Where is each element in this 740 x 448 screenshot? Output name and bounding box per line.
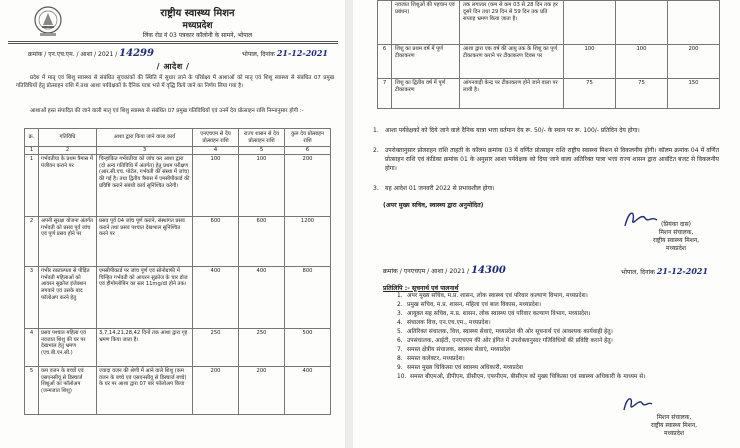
- table-index-row: 1 2 3 4 5 6: [25, 147, 331, 155]
- ref2-date-line: [621, 266, 708, 276]
- table-row: नवजात शिशुओं की पहचान एवं प्रबंधन) तक लगातार (कम से कम 03 से 28 दिन तक हर दूसरे दिन तथा 29 दिन से 59 दिन तक प्रति सप्ताह भ्रमण किया जाता है।: [378, 1, 720, 45]
- ref2-prefix: क्रमांक / एनएचएम / आशा / 2021 /: [383, 268, 470, 275]
- ref-place-date-label: भोपाल, दिनांक: [242, 51, 275, 58]
- cc-item: 7. समस्त क्षेत्रीय संचालक, स्वास्थ्य सेवाएं, मध्यप्रदेश: [397, 347, 511, 353]
- signatory-state: मध्यप्रदेश: [665, 245, 686, 252]
- note-item: 1. आशा पर्यवेक्षकों को दिये जाने वाले दैनिक यात्रा भत्ता वर्तमान देय रू. 50/- के स्थान पर रू. 100/- प्रतिदिन देय होगा।: [373, 127, 640, 134]
- col-header-state: राज्य शासन से देय प्रोत्साहन राशि: [239, 129, 285, 147]
- table-row: 1 गर्भवतीया के प्रथम त्रैमास में पंजीयन कराने पर चिन्हांकित गर्भवतीया को जांच कर आशा द्वारा (दो अन्य गतिविधि में अंतर्गत) हेतु प्रथम परीक्षण (आर.सी.एच. पोर्टल, गर्भवती की संस्था में जांच) की गई है। तथा द्वितीय त्रैमास में एमसीपीकार्ड की प्रविष्टि कराने संबंधी कार्य सुनिश्चित करेगी। 100 100 200: [25, 154, 331, 216]
- table-row: 3 गंभीर रक्ताल्पता से पीड़ित गर्भवती महिलाओं को आयरन सुक्रोज इंजेक्शन लगवाने एवं उसके बाद फॉलोअप करने हेतु एमसीपीकार्ड पर जांच पूर्ण एवं सोनोग्राफी में चिन्हित गर्भवती को आयरन सुक्रोज के चार डोज एवं हीमोग्लोबिन का स्तर 11mg/dl होने तक। 400 400 800: [25, 266, 331, 328]
- ref2-date: 21-12-2021: [656, 266, 709, 276]
- order-paragraph-2: आशाओं हस्त संपादित की जाने वाली मातृ एवं शिशु स्वास्थ्य से संबंधित 07 प्रमुख गतिविधियों एवं उनमें देय प्रोत्साहन राशि निम्नानुसार होगी :-: [30, 108, 304, 114]
- table-row: 2 अपनी सुरक्षा योजना अंतर्गत गर्भवती को प्रसव पूर्व जांच एवं पूर्ण प्रसव होने पर प्रसव पूर्व 04 जांच पूर्ण कराने, संस्थागत प्रसव कराने तथा प्रसव पश्चात देखभाल सुनिश्चित करने पर 600 600 1200: [25, 216, 331, 266]
- col-header-nhm: एनएचएम से देय प्रोत्साहन राशि: [193, 129, 239, 147]
- signatory-org: राष्ट्रीय स्वास्थ्य मिशन,: [652, 237, 700, 244]
- table-row: 5 कम वजन के बच्चों एवं एसएनसीयू से डिस्चार्ज शिशुओं का फॉलोअप (जन्मजात शिशु) ज्यादा वजन की श्रेणी में आने वाले शिशु (कम वजन के बच्चे एवं एसएनसीयू से डिस्चार्ज बच्चे) के घर पर आशा द्वारा 07 बार फॉलोअप किया 200 200 400: [25, 366, 331, 414]
- ref-date: 21-12-2021: [276, 48, 328, 58]
- order-title: / आदेश /: [156, 62, 190, 71]
- order-page-left: [0, 0, 346, 448]
- order-reference-line: [28, 48, 328, 59]
- cc-item: 4. संचालक वित्त, एन.एच.एम., मध्यप्रदेश।: [397, 320, 491, 326]
- col-header-activity: गतिविधि: [39, 129, 97, 147]
- table-header-row: [25, 129, 331, 147]
- ref2-place-date-label: भोपाल, दिनांक: [621, 269, 655, 276]
- state-name: मध्यप्रदेश: [182, 21, 213, 31]
- cc-item: 1. अपर मुख्य सचिव, म.प्र. शासन, लोक स्वास्थ्य एवं परिवार कल्याण विभाग, मध्यप्रदेश।: [397, 293, 588, 299]
- ref-number: 14299: [119, 48, 154, 59]
- col-header-work: आशा द्वारा किया जाने वाला कार्य: [97, 129, 193, 147]
- incentive-table: [24, 128, 331, 415]
- org-name: राष्ट्रीय स्वास्थ्य मिशन: [160, 8, 235, 19]
- col-header-sn: क्र.: [25, 129, 39, 147]
- signatory-name: (प्रियंका दास): [661, 221, 691, 228]
- note-item: 3. यह आदेश 01 जनवरी 2022 से प्रभावशील होगा।: [373, 185, 495, 192]
- table-row: 6 शिशु का प्रथम वर्ष में पूर्ण टीकाकरण आशा द्वारा एक वर्ष की आयु तक के शिशु का पूर्ण टीकाकरण कराने पर टीकाकरण दिवस पर 100 100 200: [378, 45, 720, 79]
- signatory-designation: मिशन संचालक,: [658, 229, 694, 236]
- cc-item: 9. समस्त मुख्य चिकित्सा एवं स्वास्थ्य अधिकारी, मध्यप्रदेश: [397, 365, 523, 371]
- table-row: 4 प्रसव पश्चात महिला एवं नवजात शिशु की घर पर देखभाल हेतु भ्रमण (एच.बी.एन.सी.) 3,7,14,21,28,42 दिनों तक आशा द्वारा गृह भ्रमण किया जाता है। 250 250 500: [25, 328, 331, 366]
- signatory-2-state: मध्यप्रदेश: [663, 430, 684, 437]
- signatory-2-designation: मिशन संचालक,: [656, 414, 692, 421]
- order-page-right: [353, 0, 740, 448]
- ref-prefix: क्रमांक / एन.एच.एम. / आशा / 2021 /: [28, 51, 118, 58]
- header-divider-2: [8, 43, 338, 44]
- signature-2-block: [618, 414, 730, 438]
- incentive-table-continued: [377, 0, 720, 109]
- order-paragraph-1: प्रदेश में मातृ एवं शिशु स्वास्थ्य से संबंधित सूचकांकों की स्थिति में सुधार लाने के परिप्रेक्ष्य में आशाओं को मातृ एवं शिशु स्वास्थ्य से संबंधित 07 प्रमुख गतिविधियों हेतु प्रोत्साहन राशि में तथा आशा पर्यवेक्षकों के दैनिक यात्रा भत्ते में वृद्धि किये जाने का निर्णय लिया गया है।: [16, 75, 334, 90]
- header-divider: [8, 41, 338, 42]
- org-address: लिंक रोड नं 03 पत्रकार कॉलोनी के सामने, भोपाल: [142, 32, 253, 39]
- cc-item: 3. आयुक्त सह सचिव, म.प्र. शासन, लोक स्वास्थ्य एवं परिवार कल्याण विभाग, मध्यप्रदेश।: [397, 311, 591, 317]
- ref2-number: 14300: [471, 265, 506, 276]
- signature-2-icon: [621, 394, 655, 414]
- signatory-2-org: राष्ट्रीय स्वास्थ्य मिशन,: [650, 422, 698, 429]
- signature-1-block: [621, 221, 731, 253]
- approval-note: (अपर मुख्य सचिव, स्वास्थ्य द्वारा अनुमोदित): [383, 202, 484, 209]
- col-header-total: कुल देय प्रोत्साहन राशि: [285, 129, 331, 147]
- cc-item: 8. समस्त कलेक्टर, मध्यप्रदेश।: [397, 356, 465, 362]
- table-row: 7 शिशु का द्वितीय वर्ष में पूर्ण टीकाकरण आंगनवाड़ी केन्द्र पर टीकाकरण होने जाने वाला पर लायी है। 75 75 150: [378, 79, 720, 109]
- cc-item: 2. प्रमुख सचिव, म.प्र. शासन, महिला एवं बाल विकास, मध्यप्रदेश।: [397, 302, 542, 308]
- cc-title: प्रतिलिपि :- सूचनार्थ एवं पालनार्थ: [383, 285, 459, 292]
- state-emblem-icon: [33, 5, 63, 37]
- ref2-line: [383, 265, 506, 276]
- note-item: 2. उपरोक्तानुसार प्रोत्साहन राशि ताहती के कॉलम क्रमांक 03 में वर्णित प्रोत्साहन राशि राष्ट्रीय स्वास्थ्य मिशन से विकलनीय होगी। कॉलम क्रमांक 04 में वर्णित प्रोत्साहन राशि एवं कंडिका क्रमांक 01 के अनुसार आशा पर्यवेक्षक को दिया जाने वाला अतिरिक्त यात्रा भत्ता राज्य शासन द्वारा आवंटित बजट से विकलनीय होगा।: [373, 147, 719, 172]
- page-gutter: [346, 0, 353, 448]
- cc-item: 6. उपसंचालक, आईटी, एनएचएम की ओर इंगित में उपरोक्तानुसार गतिविधियों की प्रविष्टि कराने हेतु।: [397, 338, 613, 344]
- cc-item: 5. अतिरिक्त संचालक, वित्त, स्वास्थ्य सेवाएं, मध्यप्रदेश की ओर सूचनार्थ एवं आवश्यक कार्यवाही हेतु।: [397, 329, 613, 335]
- cc-item: 10. समस्त बीएमओ, डीपीएम, डीसीएम, एफपीएम, बीसीएम को मुख्य चिकित्सा एवं स्वास्थ्य अधिकारी के माध्यम से।: [397, 374, 646, 380]
